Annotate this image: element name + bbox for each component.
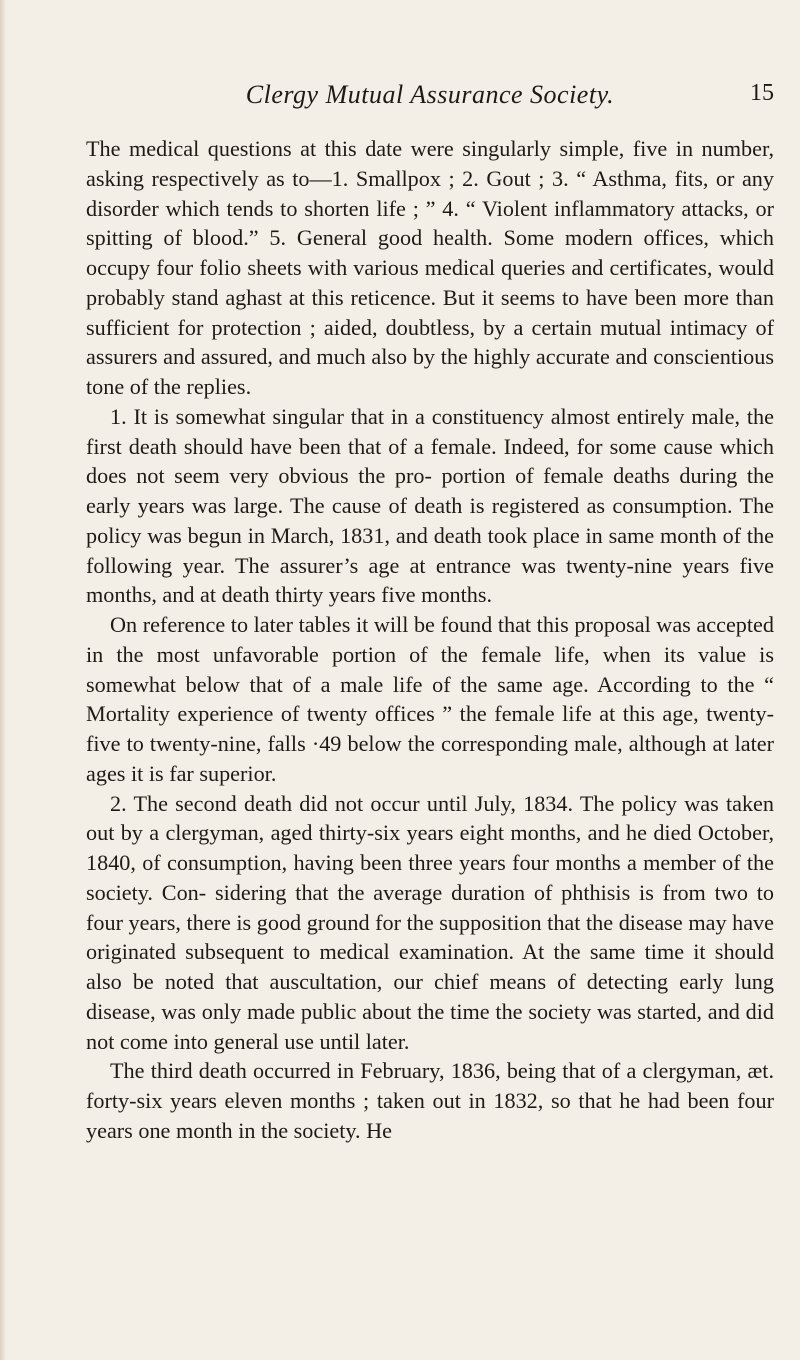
book-page [86, 80, 774, 1146]
body-text [86, 134, 774, 1146]
page-edge-shadow [0, 0, 6, 1360]
paragraph-medical-questions: The medical questions at this date were singularly simple, five in number, asking respectively as to—1. Smallpox ; 2. Gout ; 3. “ Asthma, fits, or any disorder which tends to shorten life ; ” 4. “ Violent inflammatory attacks, or spitting of blood.” 5. General good health. Some modern offices, which occupy four folio sheets with various medical queries and certificates, would probably stand aghast at this reticence. But it seems to have been more than sufficient for protection ; aided, doubtless, by a certain mutual intimacy of assurers and assured, and much also by the highly accurate and conscientious tone of the replies. [86, 136, 774, 399]
running-title: Clergy Mutual Assurance Society. [245, 80, 615, 109]
paragraph-first-death: 1. It is somewhat singular that in a constituency almost entirely male, the first death should have been that of a female. Indeed, for some cause which does not seem very obvious the pro- portion of female deaths during the early years was large. The cause of death is registered as consumption. The policy was begun in March, 1831, and death took place in same month of the following year. The assurer’s age at entrance was twenty-nine years five months, and at death thirty years five months. [86, 403, 774, 608]
paragraph-second-death: 2. The second death did not occur until July, 1834. The policy was taken out by a clergyman, aged thirty-six years eight months, and he died October, 1840, of consumption, having been three years four months a member of the society. Con- sidering that the average duration of phthisis is from two to four years, there is good ground for the supposition that the disease may have originated subsequent to medical examination. At the same time it should also be noted that auscultation, our chief means of detecting early lung disease, was only made public about the time the society was started, and did not come into general use until later. [86, 790, 774, 1054]
running-head [86, 80, 774, 124]
paragraph-third-death: The third death occurred in February, 1836, being that of a clergyman, æt. forty-six years eleven months ; taken out in 1832, so that he had been four years one month in the society. He [86, 1058, 774, 1143]
paragraph-female-life: On reference to later tables it will be found that this proposal was accepted in the most unfavorable portion of the female life, when its value is somewhat below that of a male life of the same age. According to the “ Mortality experience of twenty offices ” the female life at this age, twenty-five to twenty-nine, falls ·49 below the corresponding male, although at later ages it is far superior. [86, 612, 774, 786]
page-number: 15 [750, 80, 774, 106]
